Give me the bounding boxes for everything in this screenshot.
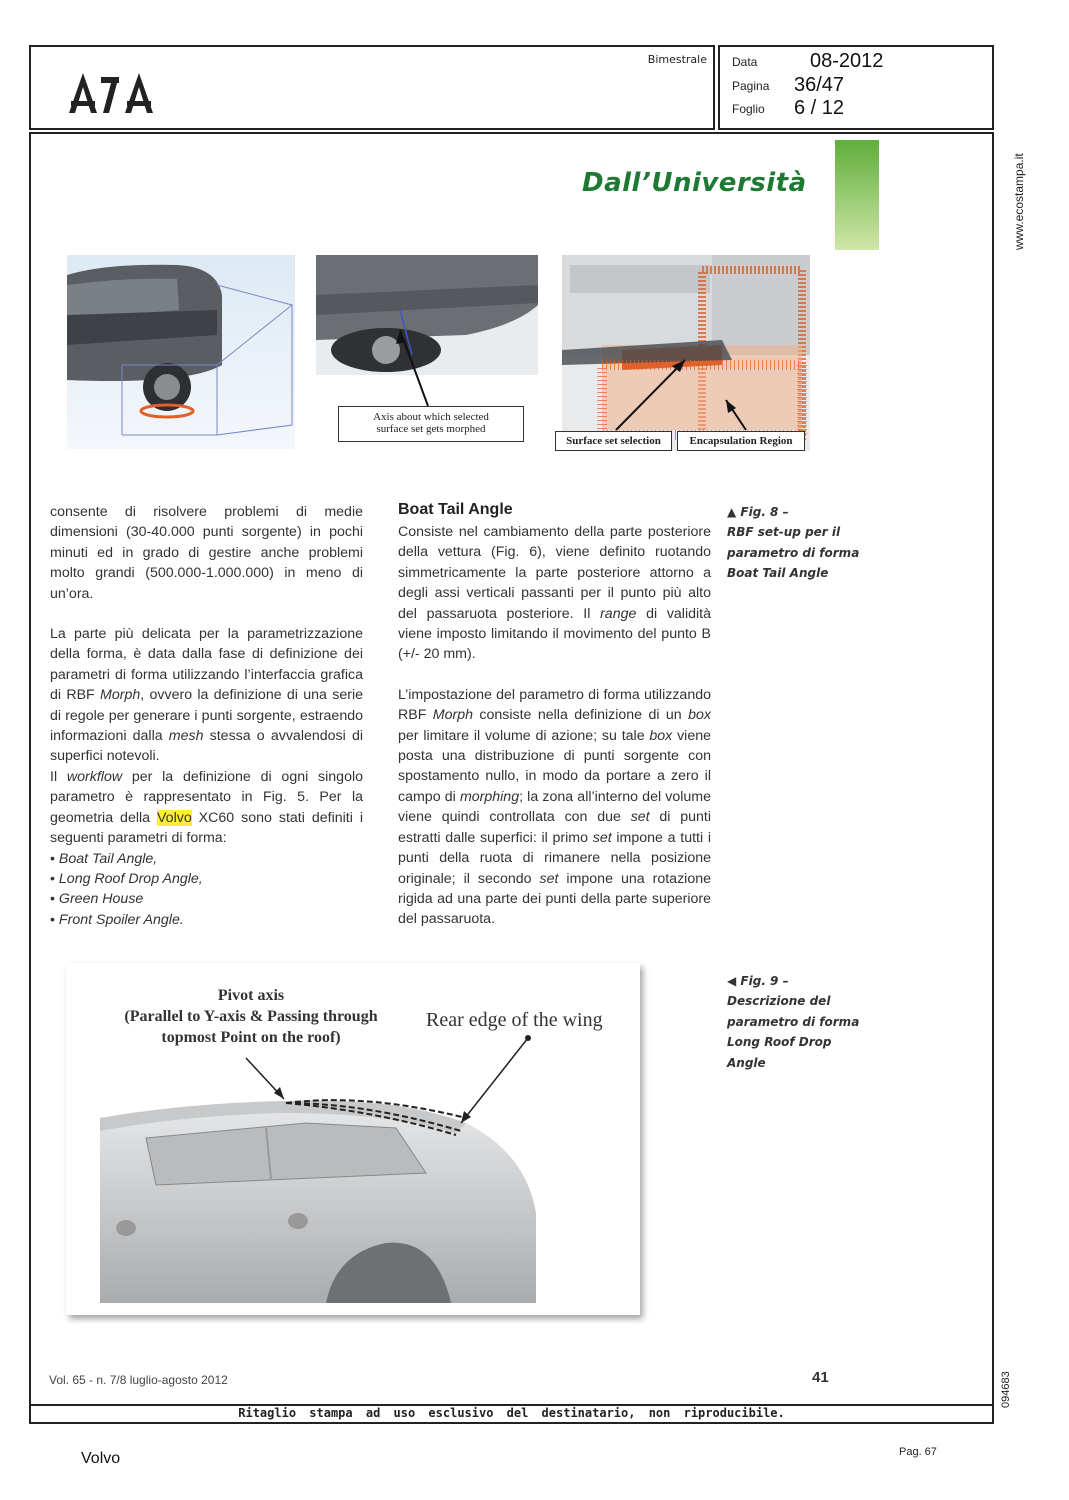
website-side-text: www.ecostampa.it	[1012, 153, 1026, 250]
callout-encapsulation: Encapsulation Region	[677, 431, 805, 451]
middle-paragraph-2: L’impostazione del parametro di forma utilizzando RBF Morph consiste nella definizione di un box per limitare il volume di azione; su tale box viene posta una distribuzione di punti sorgente con spostamento nullo, in modo da portare a zero il campo di morphing; la zona all’interno del volume viene quindi controllata con due set di punti estratti dalle superfici: il primo set impone a tutti i punti della ruota di rimanere nella posizione originale; il secondo set impone una rotazione rigida ad una parte dei punti della parte superiore del passaruota.	[398, 686, 712, 928]
callout-axis	[338, 406, 524, 442]
caption-fig8-label: Fig. 8 –	[740, 505, 789, 519]
left-paragraph-2: La parte più delicata per la parametrizzazione della forma, è data dalla fase di definizione dei parametri di forma utilizzando l’interfaccia grafica di RBF Morph, ovvero la definizione di una serie di regole per generare i punti sorgente, estraendo informazioni dalla mesh stessa o avvalendosi di superfici notevoli.	[50, 626, 363, 765]
callout-surface-set: Surface set selection	[555, 431, 672, 451]
triangle-up-icon: ▲	[727, 505, 737, 519]
caption-fig8-line3: Boat Tail Angle	[727, 566, 829, 581]
caption-fig9-line4: Angle	[727, 1055, 766, 1070]
pivot-line3: topmost Point on the roof)	[161, 1029, 341, 1046]
meta-page-value: 36/47	[794, 74, 845, 96]
left-paragraph-3: Il workflow per la definizione di ogni singolo parametro è rappresentato in Fig. 5. Per la geometria della Volvo XC60 sono stati definiti i seguenti parametri di forma:	[50, 768, 363, 847]
list-item: • Boat Tail Angle,	[50, 849, 363, 869]
section-title: Dall’Università	[582, 168, 807, 198]
meta-date-value: 08-2012	[810, 50, 884, 72]
caption-fig8-line1: RBF set-up per il	[727, 525, 841, 540]
callout-axis-line1: Axis about which selected	[373, 411, 489, 423]
caption-fig8-line2: parametro di forma	[727, 545, 860, 560]
ata-logo	[67, 71, 157, 120]
code-side-text: 094683	[1000, 1371, 1012, 1408]
disclaimer-text: Ritaglio stampa ad uso esclusivo del destinatario, non riproducibile.	[238, 1406, 785, 1420]
fig9-image	[66, 963, 640, 1315]
list-item: • Front Spoiler Angle.	[50, 910, 363, 930]
meta-sheet-value: 6 / 12	[794, 97, 845, 119]
caption-fig9-line1: Descrizione del	[727, 994, 831, 1009]
meta-date-label: Data	[732, 55, 758, 69]
section-tab-accent	[835, 140, 879, 250]
triangle-left-icon: ◀	[727, 974, 737, 988]
fig8-image-1	[67, 255, 295, 449]
middle-paragraph-1: Consiste nel cambiamento della parte posteriore della vettura (Fig. 6), viene definito ruotando simmetricamente la parte posteriore attorno a degli assi verticali passanti per il punto più alto del passaruota posteriore. Il range di validità viene imposto limitando il movimento del punto B (+/- 20 mm).	[398, 524, 711, 663]
page-number: 41	[812, 1369, 829, 1386]
callout-axis-line2: surface set gets morphed	[376, 423, 486, 435]
client-name: Volvo	[81, 1450, 121, 1467]
document-page: Pag. 67	[899, 1446, 937, 1458]
pivot-line2: (Parallel to Y-axis & Passing through	[124, 1008, 378, 1025]
caption-fig9	[727, 971, 867, 1073]
shape-parameter-list	[50, 849, 363, 931]
highlighted-volvo: Volvo	[157, 809, 192, 826]
list-item: • Green House	[50, 889, 363, 909]
rear-edge-label: Rear edge of the wing	[426, 1009, 603, 1031]
boat-tail-heading: Boat Tail Angle	[398, 501, 513, 518]
volume-info: Vol. 65 - n. 7/8 luglio-agosto 2012	[49, 1373, 228, 1387]
left-column	[50, 502, 363, 930]
list-item: • Long Roof Drop Angle,	[50, 869, 363, 889]
meta-sheet-label: Foglio	[732, 102, 765, 116]
pivot-axis-label	[96, 985, 406, 1048]
frequency-label: Bimestrale	[647, 53, 707, 66]
pivot-line1: Pivot axis	[217, 987, 285, 1004]
caption-fig9-line3: Long Roof Drop	[727, 1035, 832, 1050]
header-logo-box	[29, 45, 715, 130]
caption-fig9-label: Fig. 9 –	[740, 974, 789, 988]
header-meta-box	[718, 45, 994, 130]
middle-column	[398, 522, 711, 950]
left-paragraph-1: consente di risolvere problemi di medie dimensioni (30-40.000 punti sorgente) in pochi minuti ed in grado di gestire anche problemi molto grandi (500.000-1.000.000) in meno di un’ora.	[50, 504, 363, 602]
caption-fig8	[727, 502, 867, 584]
caption-fig9-line2: parametro di forma	[727, 1014, 860, 1029]
meta-page-label: Pagina	[732, 79, 770, 93]
